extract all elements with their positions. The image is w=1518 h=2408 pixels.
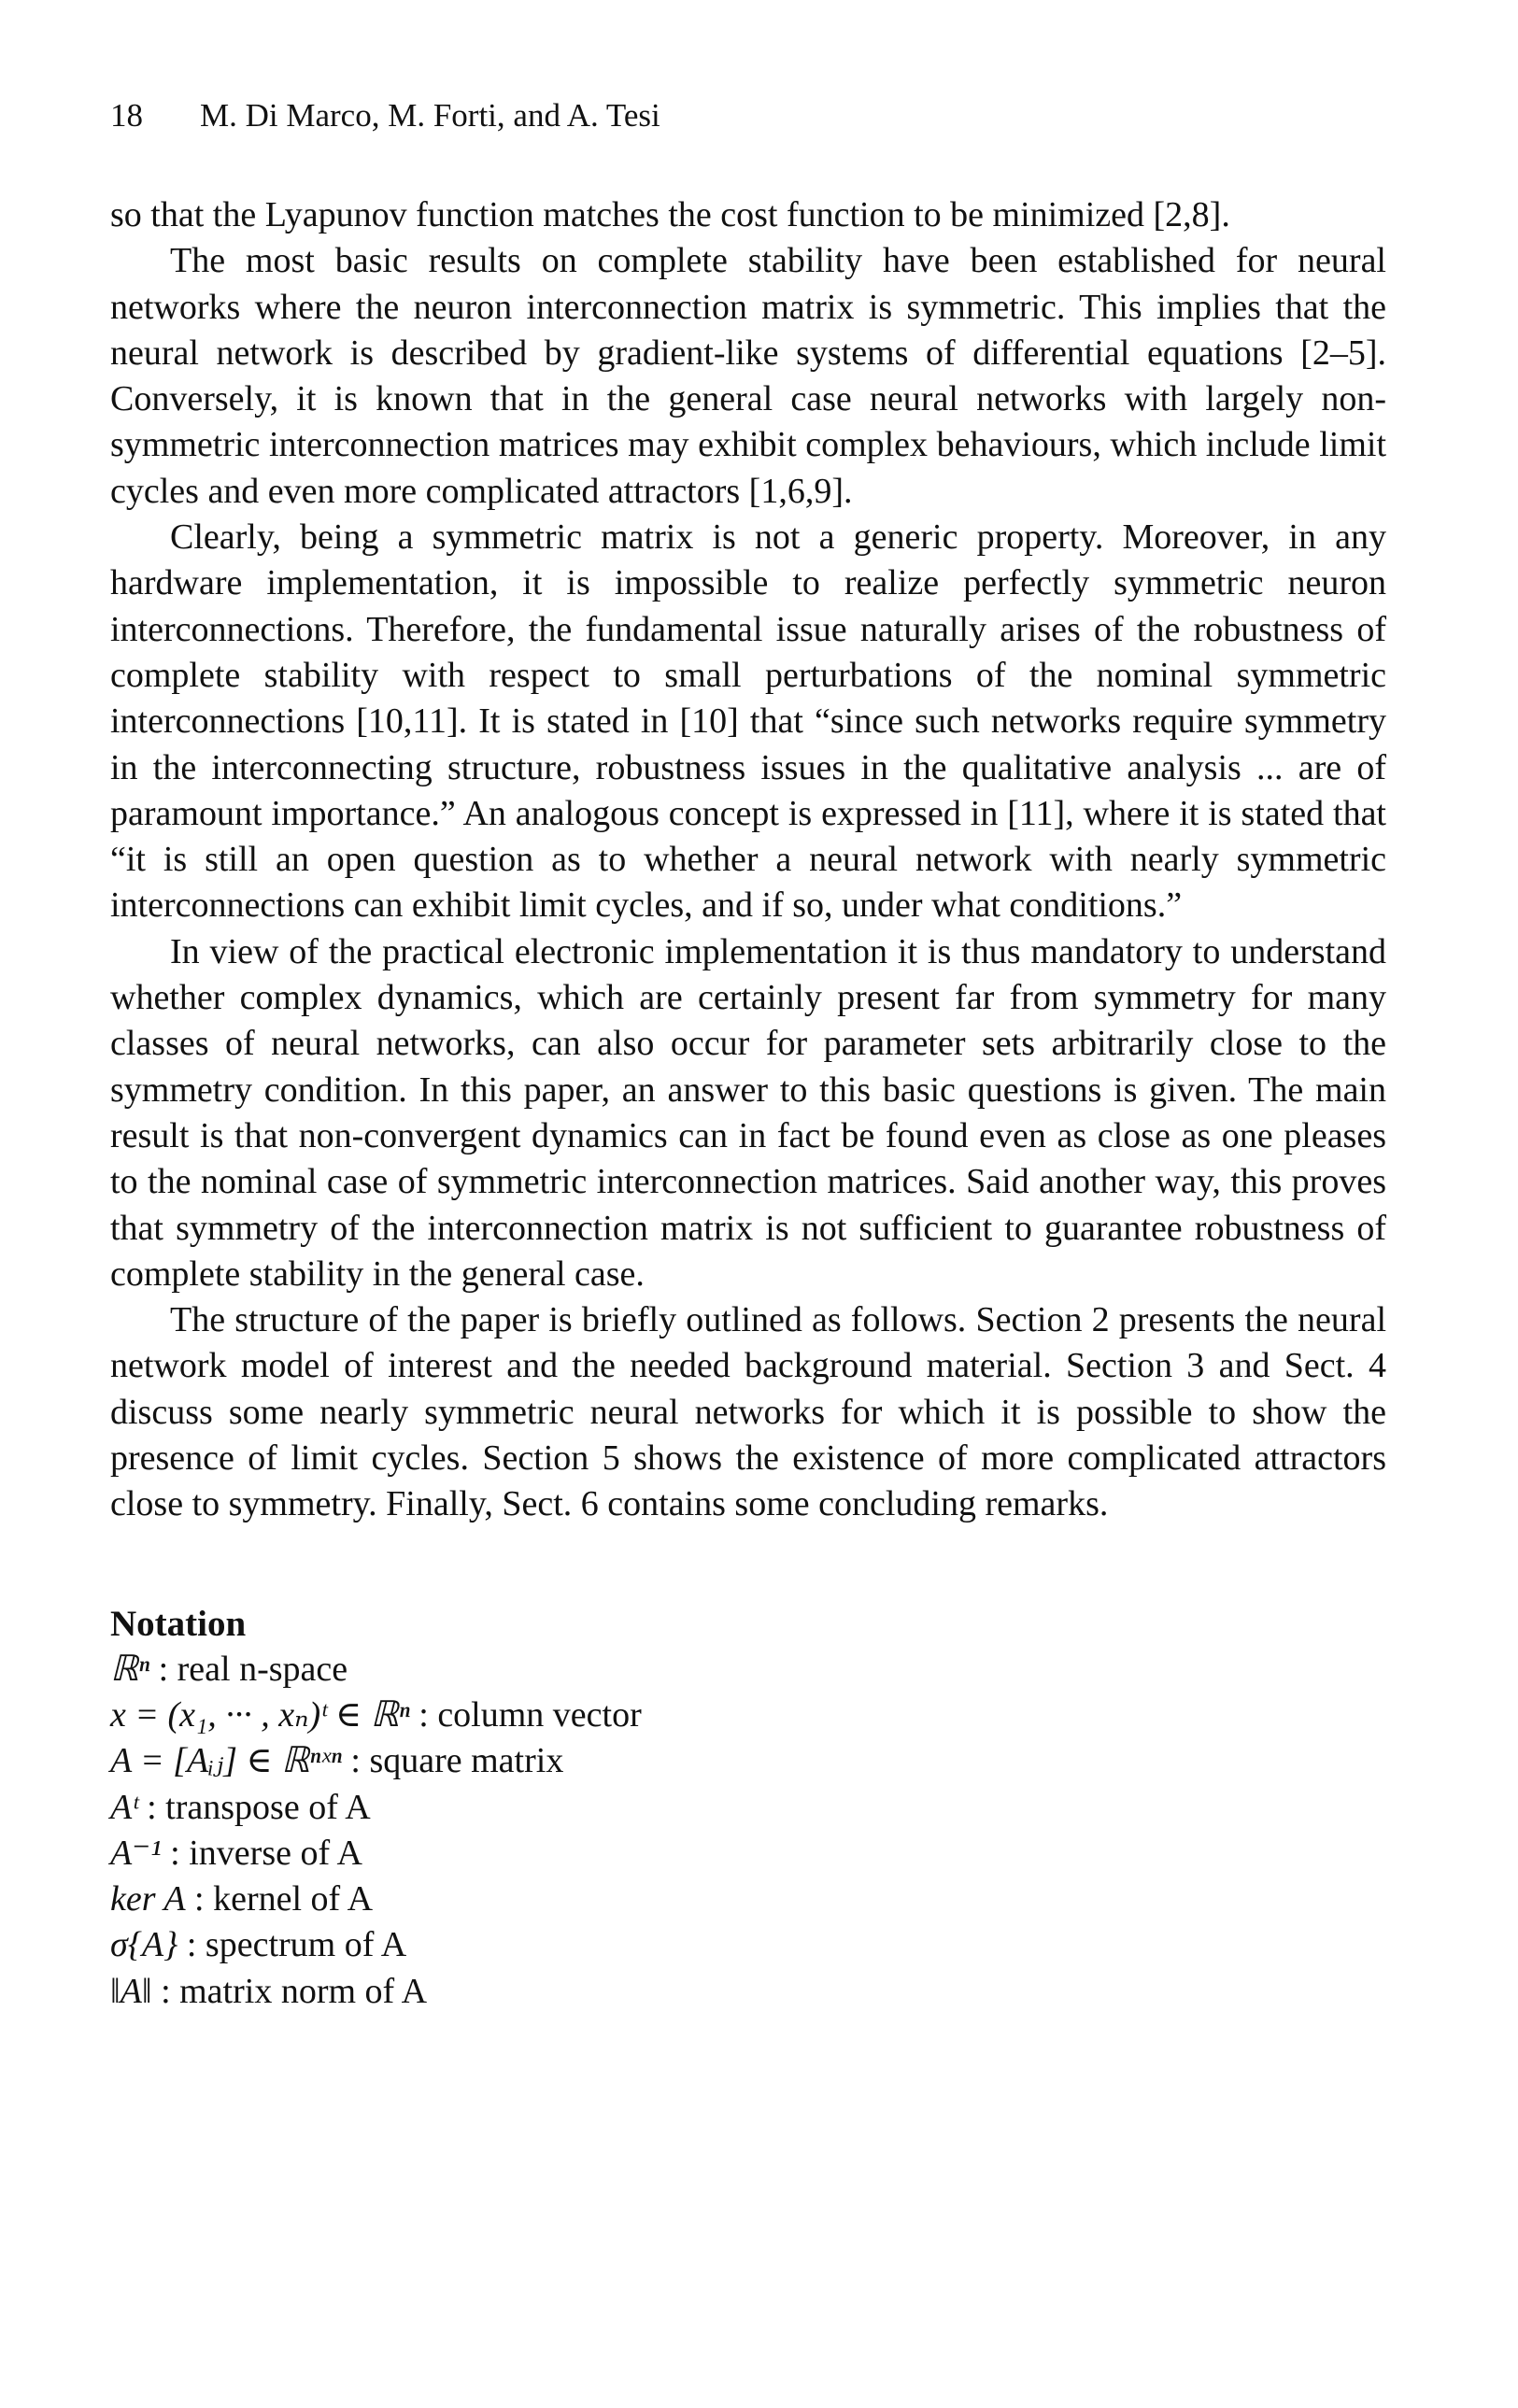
notation-section [110,1601,1386,2015]
notation-item: A⁻¹ : inverse of A [110,1833,362,1873]
notation-item: ‖A‖ : matrix norm of A [110,1971,428,2011]
notation-symbol: A = [Aᵢⱼ] ∈ ℝⁿˣⁿ [110,1741,342,1781]
notation-symbol: Aᵗ [110,1787,138,1827]
paragraph-1: so that the Lyapunov function matches the cost function to be minimized [2,8]. [110,195,1230,234]
running-head-authors: M. Di Marco, M. Forti, and A. Tesi [200,97,660,134]
paragraph-2: The most basic results on complete stability have been established for neural networks where the neuron interconnection matrix is symmetric. This implies that the neural network is described by gradient-like systems of differential equations [2–5]. Conversely, it is known that in the general case neural networks with largely non-symmetric interconnection matrices may exhibit complex behaviours, which include limit cycles and even more complicated attractors [1,6,9]. [110,241,1386,511]
notation-symbol: ‖A‖ [110,1971,152,2011]
notation-item: ℝⁿ : real n-space [110,1649,348,1689]
notation-description: spectrum of A [205,1925,407,1965]
notation-description: kernel of A [213,1879,374,1919]
notation-heading: Notation [110,1603,247,1644]
notation-description: square matrix [369,1741,564,1781]
paragraph-4: In view of the practical electronic implementation it is thus mandatory to understand whether complex dynamics, which are certainly present far from symmetry for many classes of neural networks, can also occur for parameter sets arbitrarily close to the symmetry condition. In this paper, an answer to this basic questions is given. The main result is that non-convergent dynamics can in fact be found even as close as one pleases to the nominal case of symmetric interconnection matrices. Said another way, this proves that symmetry of the interconnection matrix is not sufficient to guarantee robustness of complete stability in the general case. [110,931,1386,1294]
notation-item: ker A : kernel of A [110,1879,374,1919]
notation-description: real n-space [177,1649,348,1689]
notation-symbol: σ{A} [110,1925,178,1965]
body-text [110,192,1386,1528]
notation-description: column vector [437,1694,642,1735]
running-head [110,93,1386,138]
notation-item: Aᵗ : transpose of A [110,1787,371,1827]
notation-symbol: ker A [110,1879,186,1919]
paragraph-3: Clearly, being a symmetric matrix is not a generic property. Moreover, in any hardware implementation, it is impossible to realize perfectly symmetric neuron interconnections. Therefore, the fundamental issue naturally arises of the robustness of complete stability with respect to small perturbations of the nominal symmetric interconnections [10,11]. It is stated in [10] that “since such networks require symmetry in the interconnecting structure, robustness issues in the qualitative analysis ... are of paramount importance.” An analogous concept is expressed in [11], where it is stated that “it is still an open question as to whether a neural network with nearly symmetric interconnections can exhibit limit cycles, and if so, under what conditions.” [110,517,1386,926]
notation-symbol: A⁻¹ [110,1833,162,1873]
notation-description: transpose of A [165,1787,371,1827]
notation-item: x = (x₁, ··· , xₙ)ᵗ ∈ ℝⁿ : column vector [110,1694,642,1735]
notation-item: σ{A} : spectrum of A [110,1925,407,1965]
notation-symbol: ℝⁿ [110,1649,150,1689]
notation-description: matrix norm of A [179,1971,428,2011]
notation-symbol: x = (x₁, ··· , xₙ)ᵗ ∈ ℝⁿ [110,1694,410,1735]
paper-page [110,93,1386,2015]
paragraph-5: The structure of the paper is briefly outlined as follows. Section 2 presents the neural network model of interest and the needed background material. Section 3 and Sect. 4 discuss some nearly symmetric neural networks for which it is possible to show the presence of limit cycles. Section 5 shows the existence of more complicated attractors close to symmetry. Finally, Sect. 6 contains some concluding remarks. [110,1300,1386,1524]
notation-item: A = [Aᵢⱼ] ∈ ℝⁿˣⁿ : square matrix [110,1741,564,1781]
page-number: 18 [110,97,143,134]
notation-description: inverse of A [189,1833,362,1873]
